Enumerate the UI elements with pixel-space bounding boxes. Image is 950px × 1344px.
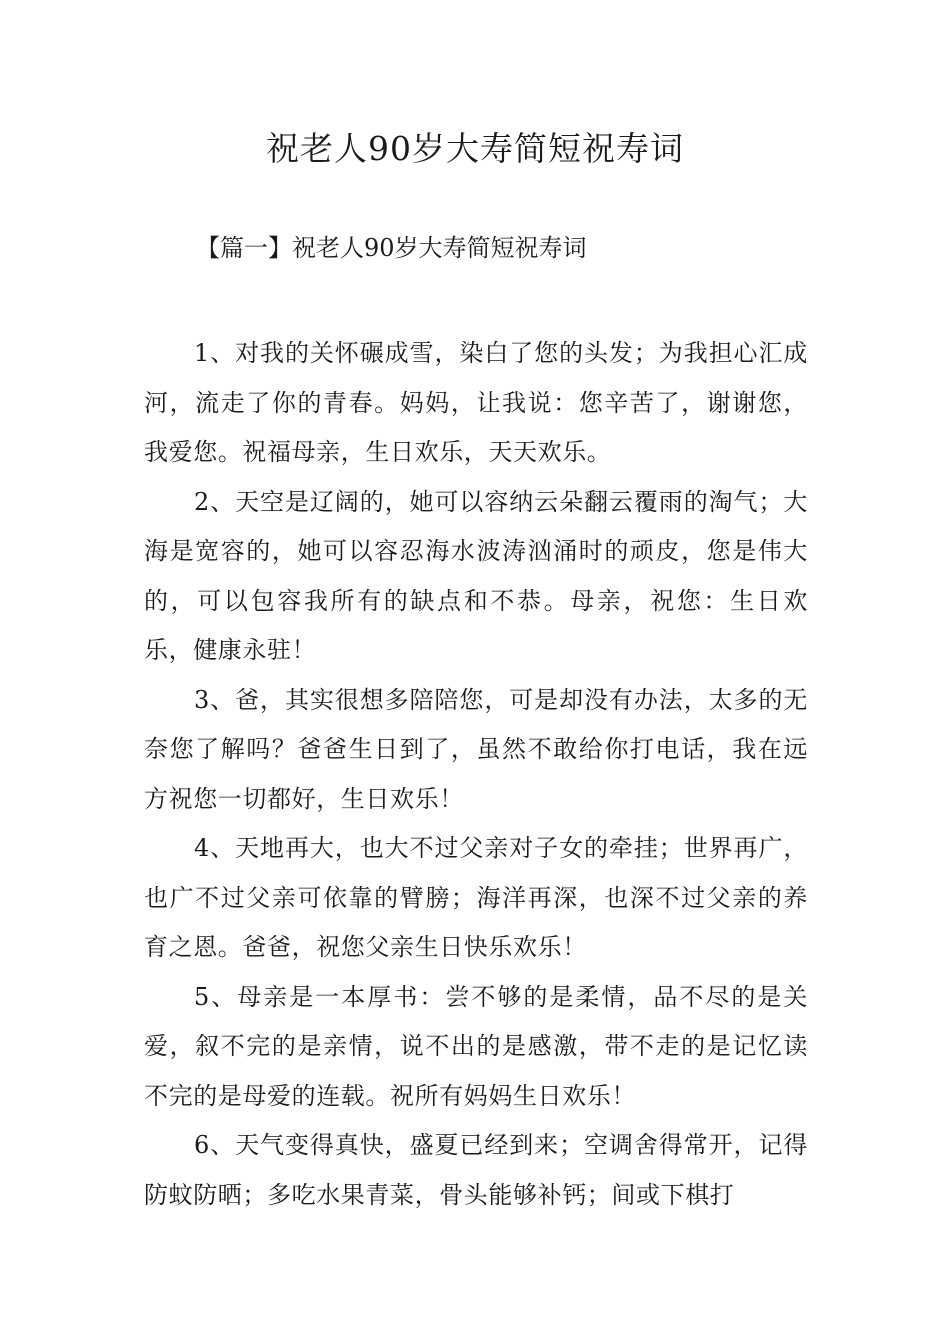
document-title: 祝老人90岁大寿简短祝寿词	[266, 129, 684, 168]
section-heading: 【篇一】祝老人90岁大寿简短祝寿词	[196, 234, 587, 262]
paragraph-3: 3、爸，其实很想多陪陪您，可是却没有办法，太多的无奈您了解吗？爸爸生日到了，虽然不敢给你打电话，我在远方祝您一切都好，生日欢乐！	[144, 685, 808, 813]
paragraph-6: 6、天气变得真快，盛夏已经到来；空调舍得常开，记得防蚊防晒；多吃水果青菜，骨头能够补钙；间或下棋打	[144, 1131, 808, 1209]
document-body	[144, 329, 808, 1220]
paragraph-1: 1、对我的关怀碾成雪，染白了您的头发；为我担心汇成河，流走了你的青春。妈妈，让我说：您辛苦了，谢谢您，我爱您。祝福母亲，生日欢乐，天天欢乐。	[144, 339, 808, 466]
paragraph-4: 4、天地再大，也大不过父亲对子女的牵挂；世界再广，也广不过父亲可依靠的臂膀；海洋再深，也深不过父亲的养育之恩。爸爸，祝您父亲生日快乐欢乐！	[144, 834, 808, 961]
paragraph-5: 5、母亲是一本厚书：尝不够的是柔情，品不尽的是关爱，叙不完的是亲情，说不出的是感激，带不走的是记忆读不完的是母爱的连载。祝所有妈妈生日欢乐！	[144, 982, 808, 1110]
paragraph-2: 2、天空是辽阔的，她可以容纳云朵翻云覆雨的淘气；大海是宽容的，她可以容忍海水波涛汹涌时的顽皮，您是伟大的，可以包容我所有的缺点和不恭。母亲，祝您：生日欢乐，健康永驻！	[144, 487, 808, 664]
